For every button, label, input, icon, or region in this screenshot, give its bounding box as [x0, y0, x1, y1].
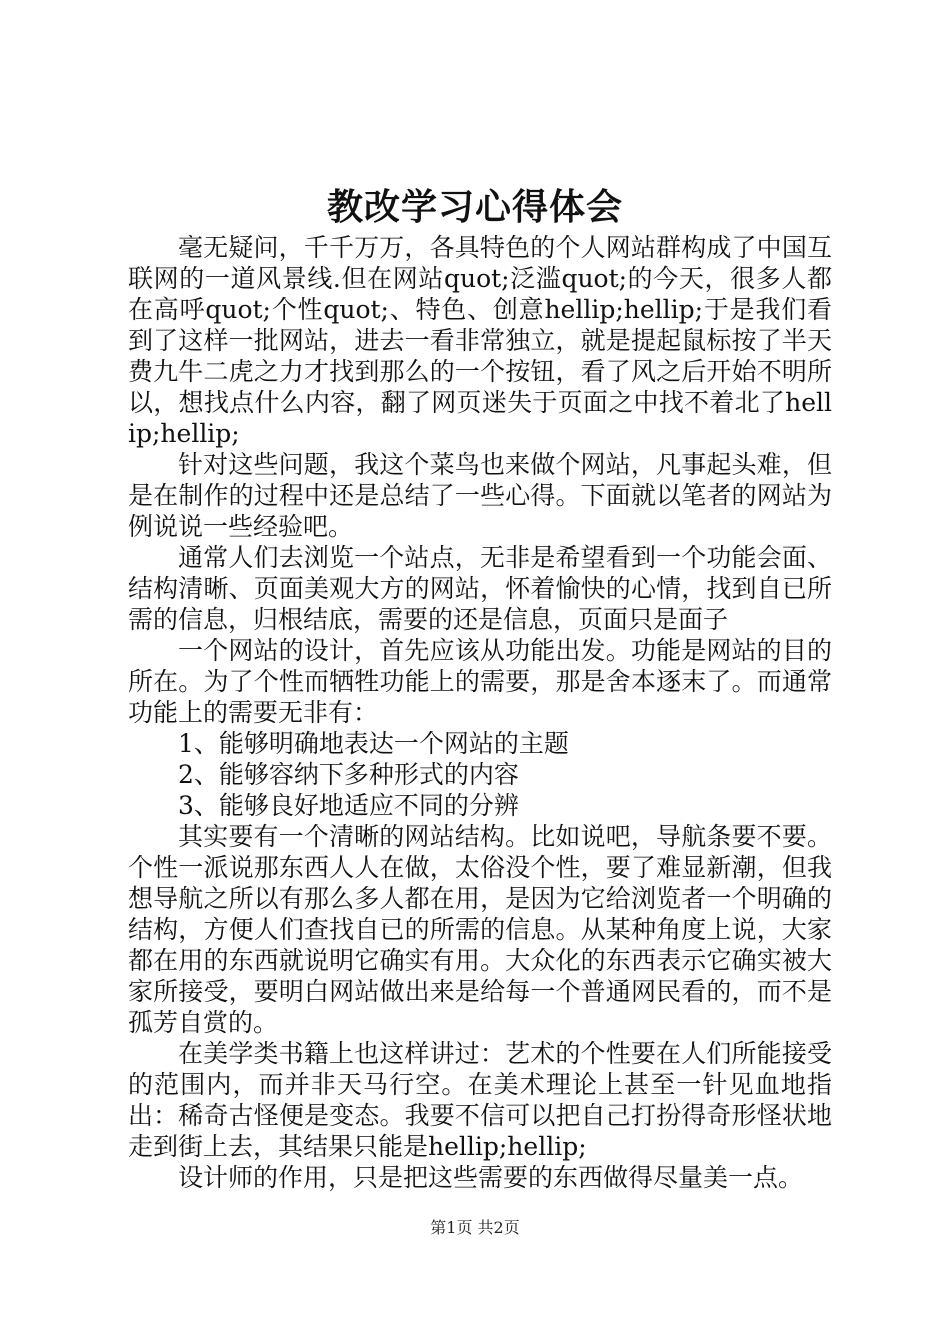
list-item: 3、能够良好地适应不同的分辨 [178, 791, 519, 820]
paragraph: 针对这些问题，我这个菜鸟也来做个网站，凡事起头难，但是在制作的过程中还是总结了一些心得。下面就以笔者的网站为例说说一些经验吧。 [128, 450, 832, 541]
paragraph: 其实要有一个清晰的网站结构。比如说吧，导航条要不要。个性一派说那东西人人在做，太俗没个性，要了难显新潮，但我想导航之所以有那么多人都在用，是因为它给浏览者一个明确的结构，方便人们查找自已的所需的信息。从某种角度上说，大家都在用的东西就说明它确实有用。大众化的东西表示它确实被大家所接受，要明白网站做出来是给每一个普通网民看的，而不是孤芳自赏的。 [128, 822, 832, 1037]
paragraph: 一个网站的设计，首先应该从功能出发。功能是网站的目的所在。为了个性而牺牲功能上的需要，那是舍本逐末了。而通常功能上的需要无非有： [128, 636, 832, 727]
paragraph: 通常人们去浏览一个站点，无非是希望看到一个功能会面、结构清晰、页面美观大方的网站，怀着愉快的心情，找到自已所需的信息，归根结底，需要的还是信息，页面只是面子 [128, 543, 832, 634]
page-number-footer: 第1页 共2页 [430, 1218, 520, 1237]
paragraph: 设计师的作用，只是把这些需要的东西做得尽量美一点。 [178, 1163, 804, 1192]
paragraph: 在美学类书籍上也这样讲过：艺术的个性要在人们所能接受的范围内，而并非天马行空。在美术理论上甚至一针见血地指出：稀奇古怪便是变态。我要不信可以把自己打扮得奇形怪状地走到街上去，其结果只能是hellip;hellip; [128, 1039, 832, 1161]
paragraph: 毫无疑问，千千万万，各具特色的个人网站群构成了中国互联网的一道风景线.但在网站quot;泛滥quot;的今天，很多人都在高呼quot;个性quot;、特色、创意hellip;hellip;于是我们看到了这样一批网站，进去一看非常独立，就是提起鼠标按了半天费九牛二虎之力才找到那么的一个按钮，看了风之后开始不明所以，想找点什么内容，翻了网页迷失于页面之中找不着北了hellip;hellip; [128, 233, 832, 448]
document-title: 教改学习心得体会 [326, 186, 623, 228]
document-body [128, 232, 832, 1193]
list-item: 1、能够明确地表达一个网站的主题 [178, 729, 569, 758]
list-item: 2、能够容纳下多种形式的内容 [178, 760, 519, 789]
